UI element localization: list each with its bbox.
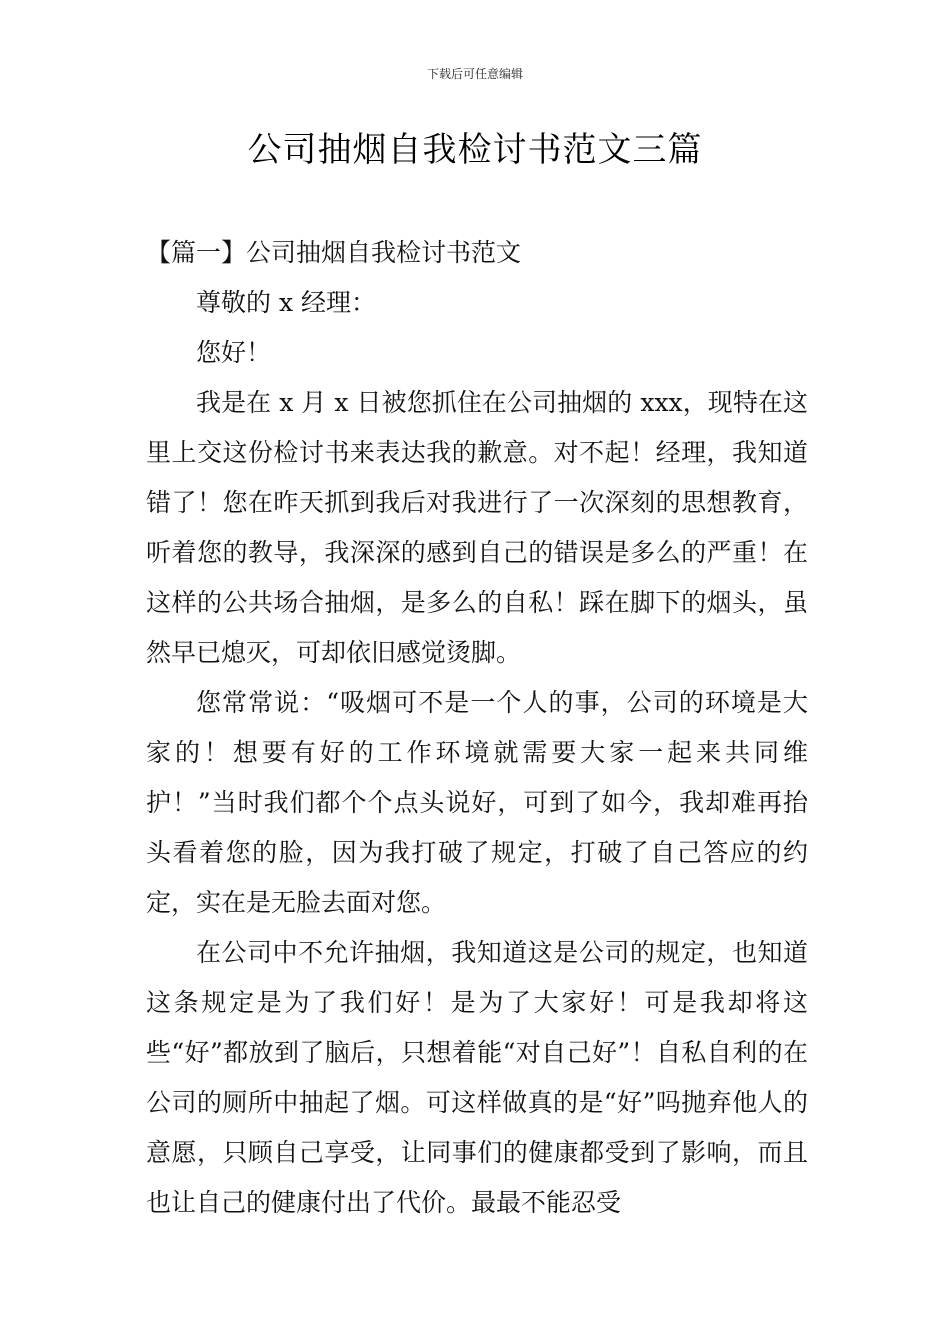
document-title: 公司抽烟自我检讨书范文三篇 — [247, 130, 703, 170]
section-heading: 【篇一】公司抽烟自我检讨书范文 — [146, 238, 522, 267]
greeting: 您好！ — [196, 338, 272, 367]
body-paragraph: 我是在 x 月 x 日被您抓住在公司抽烟的 xxx，现特在这里上交这份检讨书来表达我的歉意。对不起！经理，我知道错了！您在昨天抓到我后对我进行了一次深刻的思想教育，听着您的教导，我深深的感到自己的错误是多么的严重！在这样的公共场合抽烟，是多么的自私！踩在脚下的烟头，虽然早已熄灭，可却依旧感觉烫脚。 — [146, 388, 808, 667]
body-paragraph: 在公司中不允许抽烟，我知道这是公司的规定，也知道这条规定是为了我们好！是为了大家好！可是我却将这些“好”都放到了脑后，只想着能“对自己好”！自私自利的在公司的厕所中抽起了烟。可这样做真的是“好”吗抛弃他人的意愿，只顾自己享受，让同事们的健康都受到了影响，而且也让自己的健康付出了代价。最最不能忍受 — [146, 938, 808, 1217]
body-paragraph: 您常常说：“吸烟可不是一个人的事，公司的环境是大家的！想要有好的工作环境就需要大家一起来共同维护！”当时我们都个个点头说好，可到了如今，我却难再抬头看着您的脸，因为我打破了规定，打破了自己答应的约定，实在是无脸去面对您。 — [146, 688, 808, 917]
salutation: 尊敬的 x 经理： — [196, 288, 376, 317]
document-body — [146, 228, 808, 1228]
page-header-note: 下载后可任意编辑 — [426, 67, 523, 81]
